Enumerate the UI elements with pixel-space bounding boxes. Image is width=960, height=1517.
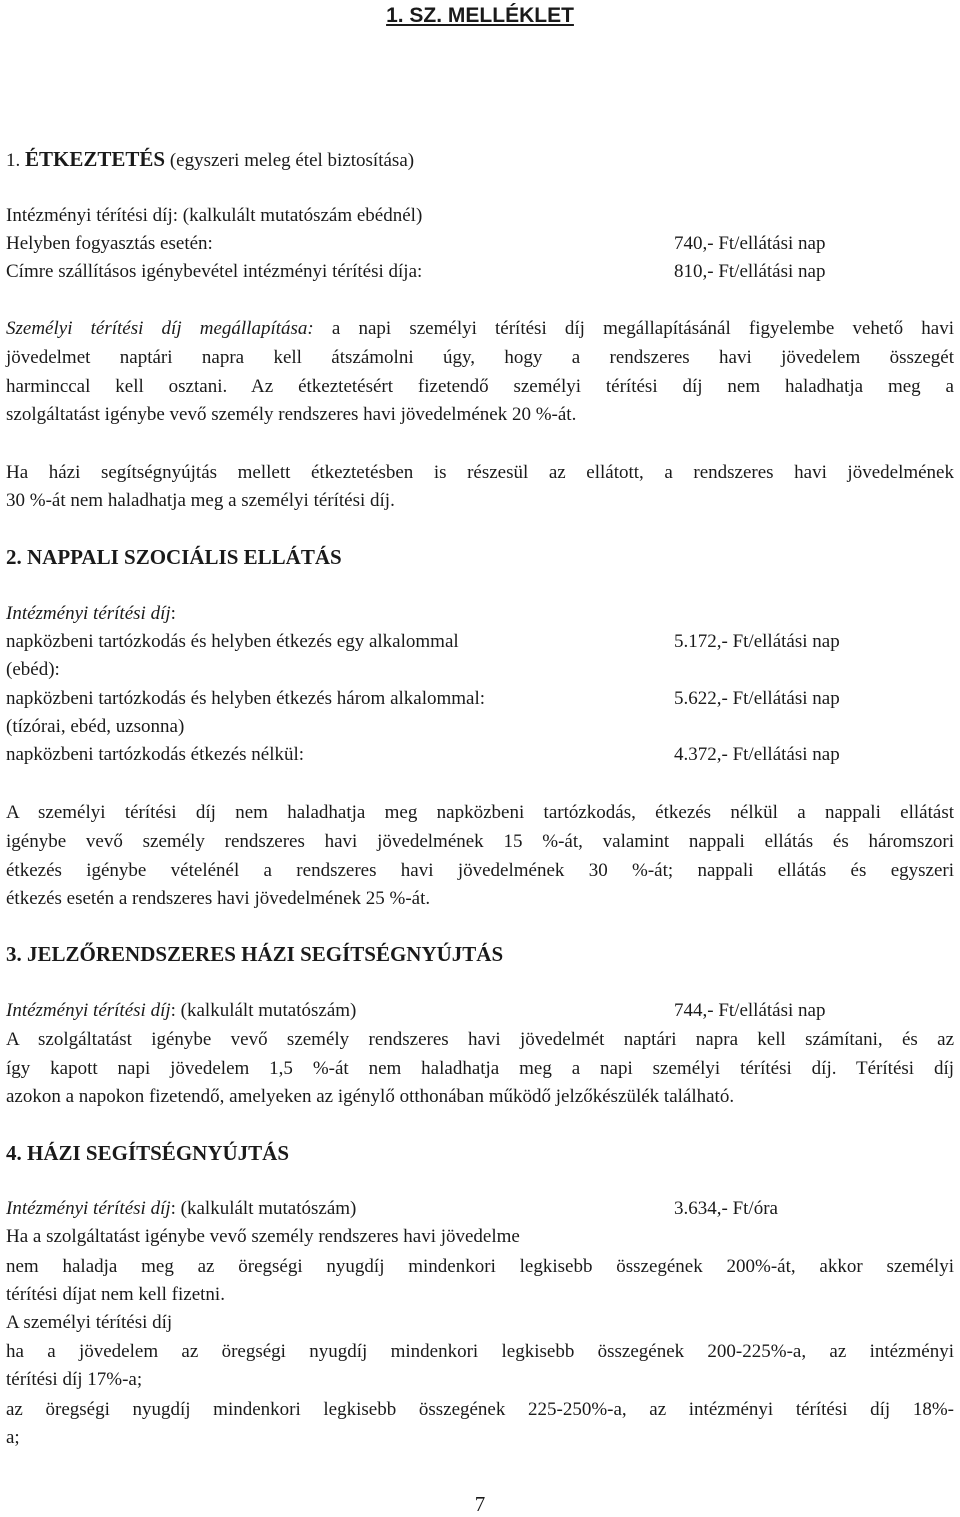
section-4-line8: a; [6, 1427, 20, 1448]
section-3-fee-rest: : (kalkulált mutatószám) [170, 1000, 357, 1021]
section-4-line6: térítési díj 17%-a; [6, 1369, 143, 1390]
section-1-para1-lead: Személyi térítési díj megállapítása: [6, 318, 314, 339]
section-2-row2-label: napközbeni tartózkodás és helyben étkezés három alkalommal: [6, 688, 486, 709]
section-2-para-line4: étkezés esetén a rendszeres havi jövedelmének 25 %-át. [6, 888, 431, 909]
section-1-para2-line1: Ha házi segítségnyújtás mellett étkeztetésben is részesül az ellátott, a rendszeres havi jövedelmének [6, 462, 954, 483]
section-3-fee-label: Intézményi térítési díj [6, 1000, 171, 1021]
section-4-line3: térítési díjat nem kell fizetni. [6, 1284, 225, 1305]
section-1-fee-intro: Intézményi térítési díj: (kalkulált mutatószám ebédnél) [6, 205, 423, 226]
page-title: 1. SZ. MELLÉKLET [386, 4, 574, 27]
section-2-para-line2: igénybe vevő személy rendszeres havi jövedelmének 15 %-át, valamint nappali ellátás és háromszori [6, 831, 954, 852]
section-1-row2-label: Címre szállításos igénybevétel intézményi térítési díja: [6, 261, 423, 282]
section-2-row1-label: napközbeni tartózkodás és helyben étkezés egy alkalommal [6, 631, 459, 652]
section-2-row2-label-cont: (tízórai, ebéd, uzsonna) [6, 716, 185, 737]
section-2-fee-colon: : [170, 603, 176, 624]
section-4-line1: Ha a szolgáltatást igénybe vevő személy rendszeres havi jövedelme [6, 1226, 520, 1247]
section-1-title-note: (egyszeri meleg étel biztosítása) [165, 150, 415, 171]
section-4-fee-label: Intézményi térítési díj [6, 1198, 171, 1219]
section-2-row1-value: 5.172,- Ft/ellátási nap [674, 631, 840, 652]
section-1-para1-line2: jövedelmet naptári napra kell átszámolni úgy, hogy a rendszeres havi jövedelem összegét [6, 347, 954, 368]
section-3-fee-value: 744,- Ft/ellátási nap [674, 1000, 826, 1021]
section-1-para1-line1 [6, 314, 954, 343]
section-1-number: 1. [6, 150, 25, 171]
section-2-row3-value: 4.372,- Ft/ellátási nap [674, 744, 840, 765]
section-3-para-line2: így kapott napi jövedelem 1,5 %-át nem haladhatja meg a napi személyi térítési díj. Térítési díj [6, 1058, 954, 1079]
section-4-fee-rest: : (kalkulált mutatószám) [170, 1198, 357, 1219]
section-4-heading: 4. HÁZI SEGÍTSÉGNYÚJTÁS [6, 1141, 289, 1165]
section-1-para1-line1-text: a napi személyi térítési díj megállapításánál figyelembe vehető havi [313, 318, 955, 339]
section-3-para-line3: azokon a napokon fizetendő, amelyeken az igénylő otthonában működő jelzőkészülék található. [6, 1086, 735, 1107]
section-3-fee-line [6, 997, 356, 1025]
section-1-row1-value: 740,- Ft/ellátási nap [674, 233, 826, 254]
section-2-row1-label-cont: (ebéd): [6, 659, 60, 680]
section-2-row2-value: 5.622,- Ft/ellátási nap [674, 688, 840, 709]
section-2-para-line3: étkezés igénybe vételénél a rendszeres havi jövedelmének 30 %-át; nappali ellátás és egyszeri [6, 860, 954, 881]
section-3-para-line1: A szolgáltatást igénybe vevő személy rendszeres havi jövedelmét naptári napra kell számítani, és az [6, 1029, 954, 1050]
section-4-fee-line [6, 1195, 356, 1223]
section-4-line2: nem haladja meg az öregségi nyugdíj mindenkori legkisebb összegének 200%-át, akkor személyi [6, 1256, 954, 1277]
section-4-line5: ha a jövedelem az öregségi nyugdíj mindenkori legkisebb összegének 200-225%-a, az intézményi [6, 1341, 954, 1362]
section-2-para-line1: A személyi térítési díj nem haladhatja meg napközbeni tartózkodás, étkezés nélkül a nappali ellátást [6, 802, 954, 823]
section-4-line7: az öregségi nyugdíj mindenkori legkisebb összegének 225-250%-a, az intézményi térítési díj 18%- [6, 1399, 954, 1420]
section-4-fee-value: 3.634,- Ft/óra [674, 1198, 778, 1219]
section-1-title: ÉTKEZTETÉS [25, 147, 166, 171]
section-2-heading: 2. NAPPALI SZOCIÁLIS ELLÁTÁS [6, 545, 342, 569]
section-2-fee-label: Intézményi térítési díj [6, 603, 171, 624]
section-4-line4: A személyi térítési díj [6, 1312, 173, 1333]
page-number: 7 [474, 1492, 486, 1516]
section-1-para2-line2: 30 %-át nem haladhatja meg a személyi térítési díj. [6, 490, 395, 511]
section-1-row2-value: 810,- Ft/ellátási nap [674, 261, 826, 282]
section-3-heading: 3. JELZŐRENDSZERES HÁZI SEGÍTSÉGNYÚJTÁS [6, 942, 504, 966]
section-1-heading [6, 145, 414, 175]
section-2-fee-label-line [6, 600, 176, 628]
section-1-row1-label: Helyben fogyasztás esetén: [6, 233, 213, 254]
section-2-row3-label: napközbeni tartózkodás étkezés nélkül: [6, 744, 305, 765]
section-1-para1-line4: szolgáltatást igénybe vevő személy rendszeres havi jövedelmének 20 %-át. [6, 404, 577, 425]
section-1-para1-line3: harminccal kell osztani. Az étkeztetésért fizetendő személyi térítési díj nem haladhatja meg a [6, 376, 954, 397]
